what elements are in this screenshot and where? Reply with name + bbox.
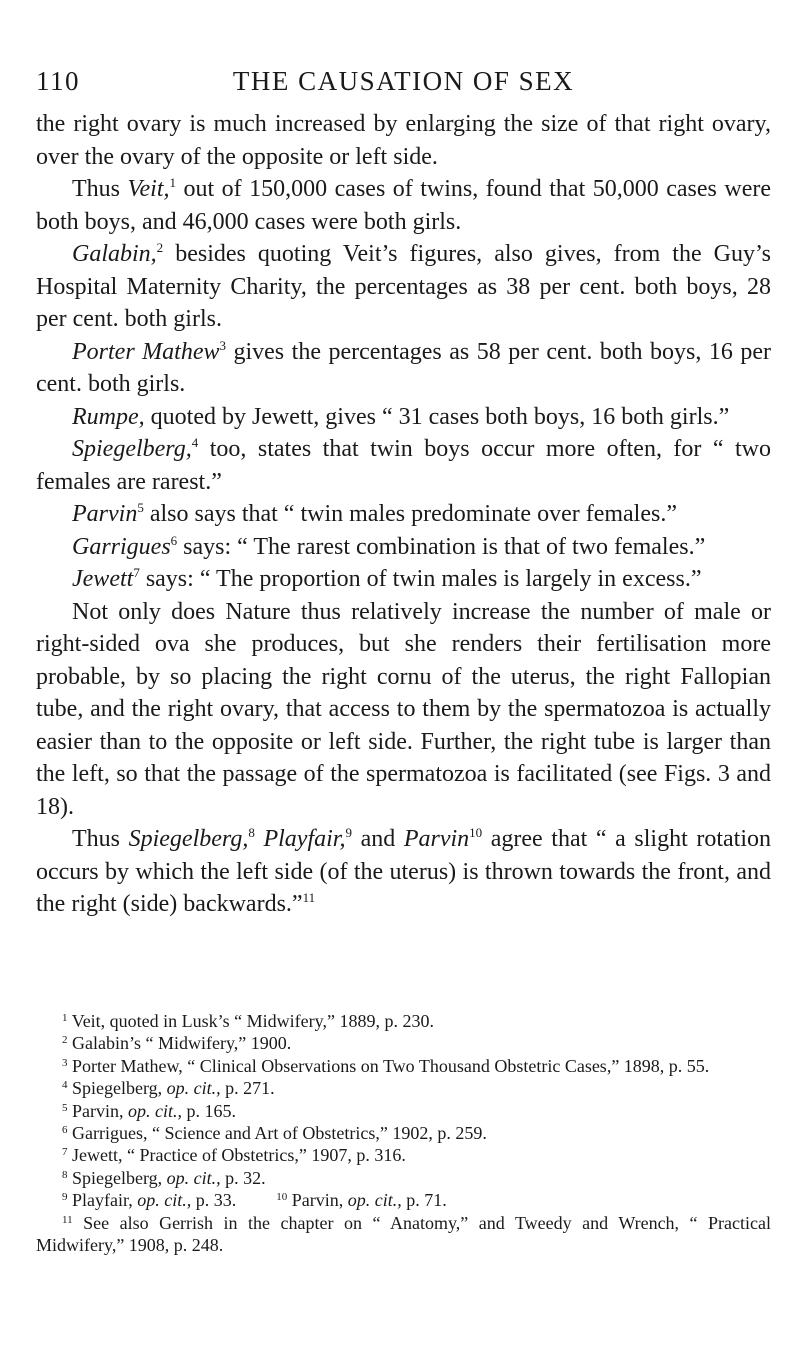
footnote [36, 1122, 771, 1144]
footnote [36, 1055, 771, 1077]
footnote [36, 1144, 771, 1166]
footnote [36, 1212, 771, 1257]
paragraph [36, 531, 771, 564]
footnote-number: 3 [62, 1056, 68, 1069]
footnote-ref: 8 [248, 825, 255, 840]
footnote-text: Spiegelberg, [72, 1167, 167, 1188]
author-name: Spiegelberg, [128, 826, 249, 852]
footnote-number: 6 [62, 1124, 68, 1137]
author-name: Parvin [72, 501, 138, 527]
paragraph [36, 823, 771, 921]
footnote-text: Spiegelberg, [72, 1078, 167, 1099]
footnote-text: p. 165. [182, 1100, 236, 1121]
footnote-citation: op. cit., [347, 1190, 402, 1211]
footnote-ref: 9 [345, 825, 352, 840]
author-name: Parvin [403, 826, 470, 852]
footnote-text: p. 271. [220, 1078, 275, 1099]
paragraph [36, 336, 771, 401]
footnote-text: Garrigues, “ Science and Art of Obstetrics,” 1902, p. 259. [72, 1123, 487, 1144]
footnote-number: 11 [62, 1213, 73, 1226]
footnote-text: Galabin’s “ Midwifery,” 1900. [72, 1033, 292, 1054]
author-name: Spiegelberg, [72, 436, 192, 462]
footnote-citation: op. cit., [166, 1167, 221, 1188]
author-name: Porter Mathew [72, 338, 220, 365]
paragraph [36, 401, 771, 434]
footnote-number: 5 [62, 1101, 68, 1114]
footnote [36, 1167, 771, 1189]
footnote-ref: 5 [137, 500, 144, 515]
footnote [36, 1010, 771, 1032]
footnote [36, 1100, 771, 1122]
footnote [36, 1189, 771, 1211]
footnote-text: Parvin, [72, 1100, 128, 1121]
footnote-ref: 10 [469, 825, 483, 840]
footnote-text: p. 71. [401, 1190, 447, 1211]
author-name: Jewett [72, 566, 134, 592]
footnote-text: Playfair, [72, 1190, 138, 1211]
footnote-citation: op. cit., [137, 1190, 192, 1211]
footnote-number: 8 [62, 1168, 68, 1181]
author-name: Playfair, [263, 826, 346, 852]
author-name: Rumpe, [72, 403, 145, 430]
paragraph-text: gives the percentages as 58 per cent. both boys, 16 per cent. both girls. [36, 338, 771, 397]
paragraph-text: and [351, 826, 404, 852]
paragraph [36, 433, 771, 498]
footnote-text: p. 33. [191, 1190, 237, 1211]
paragraph-text: says: “ The proportion of twin males is largely in excess.” [139, 566, 702, 592]
paragraph-text: also says that “ twin males predominate over females.” [143, 501, 677, 527]
paragraph [36, 563, 771, 596]
footnote-ref: 6 [170, 532, 178, 548]
footnote-ref: 7 [133, 565, 140, 580]
paragraph [36, 498, 771, 531]
running-header [36, 66, 771, 102]
paragraph-text: says: “ The rarest combination is that of two females.” [177, 533, 706, 560]
paragraph: the right ovary is much increased by enlarging the size of that right ovary, over the ovary of the opposite or left side. [36, 111, 771, 170]
paragraph: Thus Veit,$^1$ out of 150,000 cases of twins, found that 50,000 cases were both boys, and 46,000 cases were both girls. [36, 175, 771, 235]
footnote-citation: op. cit., [166, 1078, 221, 1099]
footnote-ref: 1 [169, 175, 176, 190]
paragraph-text: besides quoting Veit’s figures, also gives, from the Guy’s Hospital Maternity Charity, the percentages as 38 per cent. both boys, 28 per cent. both girls. [36, 241, 771, 332]
paragraph-text: agree that “ a slight rotation occurs by which the left side (of the uterus) is thrown towards the front, and the right (side) backwards.” [36, 826, 772, 917]
paragraph-text: quoted by Jewett, gives “ 31 cases both boys, 16 both girls.” [144, 403, 730, 430]
footnote-number: 1 [62, 1012, 68, 1024]
author-name: Galabin, [72, 241, 157, 267]
footnote-text: See also Gerrish in the chapter on “ Anatomy,” and Tweedy and Wrench, “ Practical Midwifery,” 1908, p. 248. [36, 1212, 772, 1256]
footnote-ref: 4 [191, 435, 199, 450]
footnote [36, 1032, 771, 1054]
footnotes [36, 1010, 771, 1256]
author-name: Garrigues [72, 533, 171, 560]
footnote-text: Jewett, “ Practice of Obstetrics,” 1907, p. 316. [72, 1145, 406, 1166]
footnote-number: 2 [62, 1034, 68, 1047]
footnote-number: 10 [276, 1191, 288, 1204]
main-text [36, 108, 771, 921]
footnote [36, 1077, 771, 1099]
footnote-ref: 3 [219, 337, 226, 353]
footnote-ref: 11 [302, 890, 316, 905]
paragraph-text: Thus [72, 826, 129, 852]
footnote-citation: op. cit., [128, 1100, 182, 1121]
footnote-text: p. 32. [220, 1167, 266, 1188]
paragraph: Not only does Nature thus relatively increase the number of male or right-sided ova she produces, but she renders their fertilisation more probable, by so placing the right cornu of the uterus, the right Fallopian tube, and the right ovary, that access to them by the spermatozoa is actually easier than to the opposite or left side. Further, the right tube is larger than the left, so that the passage of the spermatozoa is facilitated (see Figs. 3 and 18). [36, 598, 771, 820]
footnote-number: 9 [62, 1191, 68, 1204]
paragraph-text: too, states that twin boys occur more often, for “ two females are rarest.” [36, 436, 771, 495]
page-number: 110 [36, 66, 80, 96]
footnote-text: Parvin, [291, 1190, 348, 1211]
paragraph-text: out of 150,000 cases of twins, found that 50,000 cases were both boys, and 46,000 cases were both girls. [36, 176, 771, 235]
footnote-number: 4 [62, 1079, 68, 1092]
footnote-text: Veit, quoted in Lusk’s “ Midwifery,” 1889, p. 230. [71, 1011, 434, 1031]
running-title: THE CAUSATION OF SEX [232, 66, 575, 96]
footnote-ref: 2 [156, 240, 164, 255]
paragraph [36, 238, 771, 336]
author-name: Veit, [127, 176, 170, 202]
footnote-number: 7 [62, 1146, 68, 1159]
footnote-text: Porter Mathew, “ Clinical Observations on Two Thousand Obstetric Cases,” 1898, p. 55. [72, 1055, 710, 1076]
